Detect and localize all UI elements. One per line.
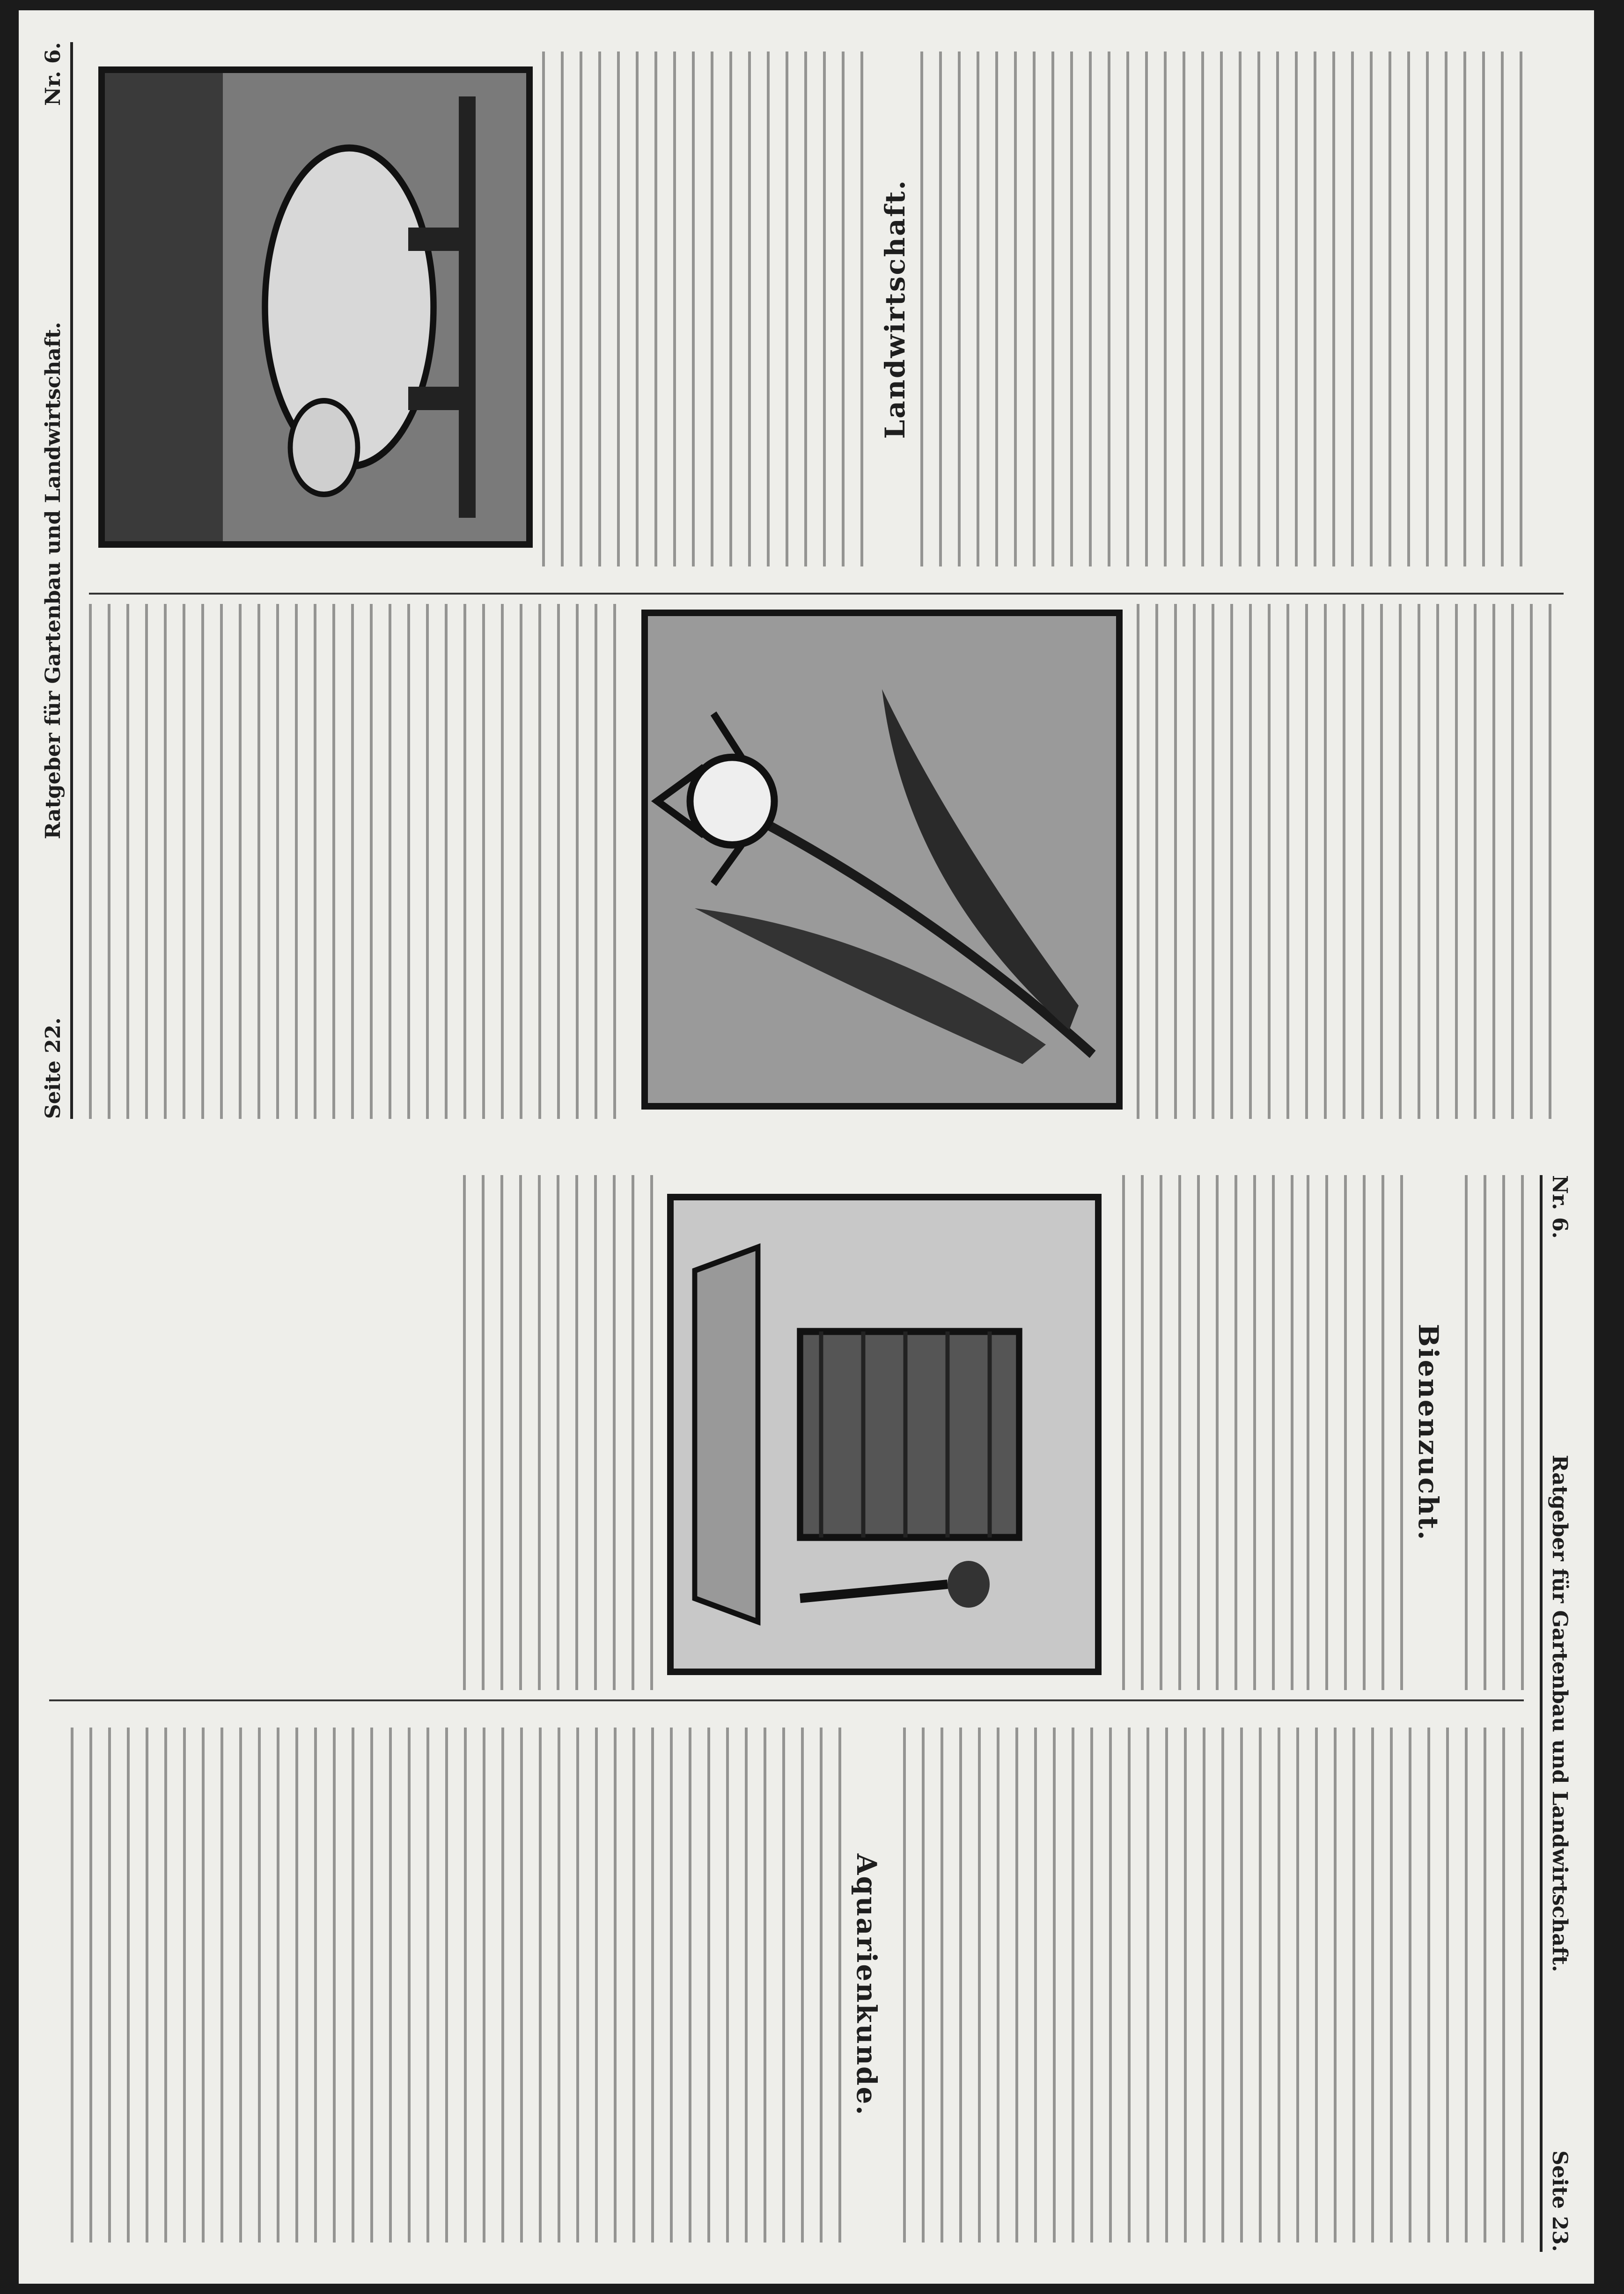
text-column-left (49, 1175, 1524, 1690)
page-number: Seite 23. (1548, 2150, 1572, 2252)
text-column-right (49, 1728, 1524, 2243)
pig-illustration-icon (98, 66, 533, 548)
flower-illustration-icon (641, 610, 1123, 1110)
column-divider (49, 1699, 1524, 1701)
column-divider (89, 593, 1564, 595)
churn-illustration-icon (667, 1194, 1102, 1675)
issue-number: Nr. 6. (41, 42, 65, 106)
section-heading: Landwirtschaft. (879, 179, 911, 439)
upper-page (19, 10, 1594, 1147)
text-column-left (89, 604, 1564, 1119)
running-title: Ratgeber für Gartenbau und Landwirtschaft. (1548, 1455, 1572, 1972)
lower-page (19, 1147, 1594, 2284)
text-column-right (89, 51, 1564, 566)
section-heading: Aquarienkunde. (851, 1853, 882, 2117)
page-number: Seite 22. (41, 1017, 65, 1119)
running-title: Ratgeber für Gartenbau und Landwirtschaft. (41, 322, 65, 839)
issue-number: Nr. 6. (1548, 1175, 1572, 1239)
scanned-spread (19, 10, 1594, 2284)
page-header (37, 42, 73, 1119)
page-header (1540, 1175, 1575, 2252)
section-heading: Bienenzucht. (1412, 1323, 1444, 1542)
